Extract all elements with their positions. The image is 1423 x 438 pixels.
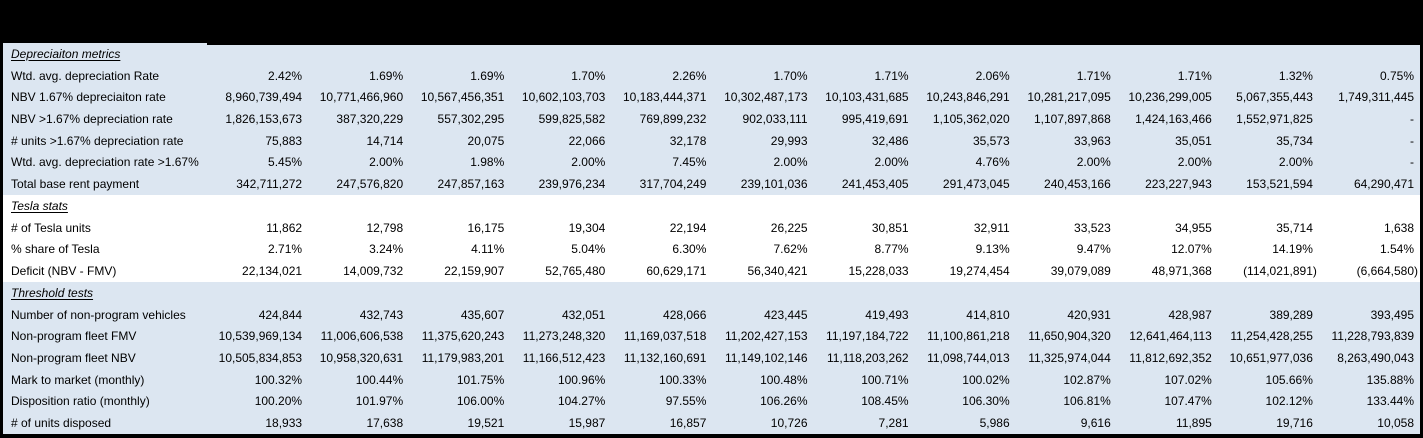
value-cell[interactable]: 12.07% <box>1117 238 1218 260</box>
value-cell[interactable]: 106.30% <box>915 391 1016 413</box>
value-cell[interactable]: 419,493 <box>814 304 915 326</box>
value-cell[interactable]: 11,166,512,423 <box>510 347 611 369</box>
value-cell[interactable]: 247,857,163 <box>409 173 510 195</box>
value-cell[interactable]: 4.11% <box>409 238 510 260</box>
row-label-cell[interactable]: Wtd. avg. depreciation rate >1.67% <box>3 152 207 174</box>
value-cell[interactable]: 1,424,163,466 <box>1117 108 1218 130</box>
value-cell[interactable]: 428,066 <box>611 304 712 326</box>
value-cell[interactable]: 8,263,490,043 <box>1319 347 1420 369</box>
value-cell[interactable]: 52,765,480 <box>510 260 611 282</box>
value-cell[interactable]: 56,340,421 <box>712 260 813 282</box>
value-cell[interactable]: 11,325,974,044 <box>1016 347 1117 369</box>
value-cell[interactable]: 26,225 <box>712 217 813 239</box>
value-cell[interactable]: 1.71% <box>1016 65 1117 87</box>
value-cell[interactable]: 1.71% <box>1117 65 1218 87</box>
table-border-frame <box>0 43 1423 438</box>
value-cell[interactable]: 247,576,820 <box>308 173 409 195</box>
value-cell[interactable]: 106.81% <box>1016 391 1117 413</box>
value-cell[interactable]: 20,075 <box>409 130 510 152</box>
value-cell[interactable]: 414,810 <box>915 304 1016 326</box>
value-cell[interactable]: 10,726 <box>712 412 813 434</box>
value-cell[interactable]: 19,304 <box>510 217 611 239</box>
value-cell[interactable]: 10,243,846,291 <box>915 86 1016 108</box>
value-cell[interactable]: 393,495 <box>1319 304 1420 326</box>
value-cell[interactable]: 8,960,739,494 <box>207 86 308 108</box>
value-cell[interactable]: 100.33% <box>611 369 712 391</box>
value-cell[interactable]: 17,638 <box>308 412 409 434</box>
value-cell[interactable]: (6,664,580) <box>1319 260 1420 282</box>
value-cell[interactable]: 100.32% <box>207 369 308 391</box>
value-cell[interactable]: 0.75% <box>1319 65 1420 87</box>
value-cell[interactable]: 135.88% <box>1319 369 1420 391</box>
row-label-cell[interactable]: % share of Tesla <box>3 238 207 260</box>
value-cell[interactable]: 11,132,160,691 <box>611 347 712 369</box>
value-cell[interactable]: 35,734 <box>1218 130 1319 152</box>
value-cell[interactable]: 1.70% <box>712 65 813 87</box>
value-cell[interactable]: 902,033,111 <box>712 108 813 130</box>
value-cell[interactable]: 22,159,907 <box>409 260 510 282</box>
value-cell[interactable]: 9.47% <box>1016 238 1117 260</box>
value-cell[interactable]: 10,281,217,095 <box>1016 86 1117 108</box>
black-header-band <box>0 0 1423 45</box>
value-cell[interactable]: 33,963 <box>1016 130 1117 152</box>
row-label-cell[interactable]: Non-program fleet FMV <box>3 325 207 347</box>
section-header[interactable]: Threshold tests <box>3 282 1420 304</box>
value-cell[interactable]: 153,521,594 <box>1218 173 1319 195</box>
value-cell[interactable]: 769,899,232 <box>611 108 712 130</box>
value-cell[interactable]: 557,302,295 <box>409 108 510 130</box>
value-cell[interactable]: 133.44% <box>1319 391 1420 413</box>
value-cell[interactable]: 10,302,487,173 <box>712 86 813 108</box>
value-cell[interactable]: 22,066 <box>510 130 611 152</box>
value-cell[interactable]: 10,602,103,703 <box>510 86 611 108</box>
value-cell[interactable]: 105.66% <box>1218 369 1319 391</box>
value-cell[interactable]: 12,641,464,113 <box>1117 325 1218 347</box>
row-label-cell[interactable]: Wtd. avg. depreciation Rate <box>3 65 207 87</box>
section-header[interactable]: Depreciaiton metrics <box>3 43 1420 65</box>
value-cell[interactable]: 16,857 <box>611 412 712 434</box>
value-cell[interactable]: 2.00% <box>308 152 409 174</box>
value-cell[interactable]: 420,931 <box>1016 304 1117 326</box>
value-cell[interactable]: 108.45% <box>814 391 915 413</box>
value-cell[interactable]: 2.00% <box>712 152 813 174</box>
row-label-cell[interactable]: Mark to market (monthly) <box>3 369 207 391</box>
value-cell[interactable]: 387,320,229 <box>308 108 409 130</box>
value-cell[interactable]: 11,812,692,352 <box>1117 347 1218 369</box>
value-cell[interactable]: 1,749,311,445 <box>1319 86 1420 108</box>
value-cell[interactable]: 1,826,153,673 <box>207 108 308 130</box>
value-cell[interactable]: 100.71% <box>814 369 915 391</box>
value-cell[interactable]: 102.87% <box>1016 369 1117 391</box>
value-cell[interactable]: 2.42% <box>207 65 308 87</box>
value-cell[interactable]: 11,006,606,538 <box>308 325 409 347</box>
value-cell[interactable]: 241,453,405 <box>814 173 915 195</box>
row-label-cell[interactable]: Number of non-program vehicles <box>3 304 207 326</box>
value-cell[interactable]: 7,281 <box>814 412 915 434</box>
row-label-cell[interactable]: # of Tesla units <box>3 217 207 239</box>
value-cell[interactable]: 5.45% <box>207 152 308 174</box>
value-cell[interactable]: 32,911 <box>915 217 1016 239</box>
value-cell[interactable]: 11,100,861,218 <box>915 325 1016 347</box>
value-cell[interactable]: 10,539,969,134 <box>207 325 308 347</box>
value-cell[interactable]: 9,616 <box>1016 412 1117 434</box>
value-cell[interactable]: 12,798 <box>308 217 409 239</box>
value-cell[interactable]: 342,711,272 <box>207 173 308 195</box>
value-cell[interactable]: 10,505,834,853 <box>207 347 308 369</box>
value-cell[interactable]: 432,051 <box>510 304 611 326</box>
row-label-cell[interactable]: NBV >1.67% depreciation rate <box>3 108 207 130</box>
value-cell[interactable]: 75,883 <box>207 130 308 152</box>
value-cell[interactable]: 11,862 <box>207 217 308 239</box>
value-cell[interactable]: 100.02% <box>915 369 1016 391</box>
row-label-cell[interactable]: Disposition ratio (monthly) <box>3 391 207 413</box>
value-cell[interactable]: 5.04% <box>510 238 611 260</box>
value-cell[interactable]: 32,178 <box>611 130 712 152</box>
value-cell[interactable]: - <box>1319 108 1420 130</box>
value-cell[interactable]: 100.44% <box>308 369 409 391</box>
value-cell[interactable]: 239,101,036 <box>712 173 813 195</box>
value-cell[interactable]: 317,704,249 <box>611 173 712 195</box>
value-cell[interactable]: 101.75% <box>409 369 510 391</box>
value-cell[interactable]: - <box>1319 152 1420 174</box>
value-cell[interactable]: 389,289 <box>1218 304 1319 326</box>
value-cell[interactable]: 100.48% <box>712 369 813 391</box>
value-cell[interactable]: 10,103,431,685 <box>814 86 915 108</box>
value-cell[interactable]: 11,202,427,153 <box>712 325 813 347</box>
row-label-cell[interactable]: Total base rent payment <box>3 173 207 195</box>
value-cell[interactable]: 29,993 <box>712 130 813 152</box>
value-cell[interactable]: 995,419,691 <box>814 108 915 130</box>
value-cell[interactable]: 1.71% <box>814 65 915 87</box>
value-cell[interactable]: 5,986 <box>915 412 1016 434</box>
value-cell[interactable]: 106.26% <box>712 391 813 413</box>
row-label-cell[interactable]: # units >1.67% depreciation rate <box>3 130 207 152</box>
value-cell[interactable]: 435,607 <box>409 304 510 326</box>
value-cell[interactable]: 239,976,234 <box>510 173 611 195</box>
value-cell[interactable]: 240,453,166 <box>1016 173 1117 195</box>
value-cell[interactable]: 9.13% <box>915 238 1016 260</box>
value-cell[interactable]: 11,149,102,146 <box>712 347 813 369</box>
value-cell[interactable]: 11,179,983,201 <box>409 347 510 369</box>
value-cell[interactable]: 39,079,089 <box>1016 260 1117 282</box>
row-label-cell[interactable]: Non-program fleet NBV <box>3 347 207 369</box>
value-cell[interactable]: 19,521 <box>409 412 510 434</box>
value-cell[interactable]: 101.97% <box>308 391 409 413</box>
value-cell[interactable]: 1.54% <box>1319 238 1420 260</box>
value-cell[interactable]: 18,933 <box>207 412 308 434</box>
value-cell[interactable]: 1,638 <box>1319 217 1420 239</box>
value-cell[interactable]: 10,958,320,631 <box>308 347 409 369</box>
value-cell[interactable]: 4.76% <box>915 152 1016 174</box>
row-label-cell[interactable]: # of units disposed <box>3 412 207 434</box>
value-cell[interactable]: 107.02% <box>1117 369 1218 391</box>
value-cell[interactable]: 11,228,793,839 <box>1319 325 1420 347</box>
value-cell[interactable]: 35,573 <box>915 130 1016 152</box>
row-label-cell[interactable]: NBV 1.67% depreciaiton rate <box>3 86 207 108</box>
value-cell[interactable]: 15,228,033 <box>814 260 915 282</box>
value-cell[interactable]: 16,175 <box>409 217 510 239</box>
value-cell[interactable]: 11,375,620,243 <box>409 325 510 347</box>
value-cell[interactable]: 423,445 <box>712 304 813 326</box>
row-label-cell[interactable]: Deficit (NBV - FMV) <box>3 260 207 282</box>
value-cell[interactable]: 22,194 <box>611 217 712 239</box>
value-cell[interactable]: 11,098,744,013 <box>915 347 1016 369</box>
value-cell[interactable]: 10,651,977,036 <box>1218 347 1319 369</box>
value-cell[interactable]: 8.77% <box>814 238 915 260</box>
value-cell[interactable]: 11,650,904,320 <box>1016 325 1117 347</box>
value-cell[interactable]: 100.96% <box>510 369 611 391</box>
value-cell[interactable]: 2.00% <box>1016 152 1117 174</box>
value-cell[interactable]: - <box>1319 130 1420 152</box>
value-cell[interactable]: 107.47% <box>1117 391 1218 413</box>
value-cell[interactable]: 599,825,582 <box>510 108 611 130</box>
value-cell[interactable]: 5,067,355,443 <box>1218 86 1319 108</box>
value-cell[interactable]: 100.20% <box>207 391 308 413</box>
value-cell[interactable]: 428,987 <box>1117 304 1218 326</box>
value-cell[interactable]: 14,009,732 <box>308 260 409 282</box>
value-cell[interactable]: 64,290,471 <box>1319 173 1420 195</box>
value-cell[interactable]: 30,851 <box>814 217 915 239</box>
value-cell[interactable]: 11,273,248,320 <box>510 325 611 347</box>
value-cell[interactable]: 1.69% <box>409 65 510 87</box>
value-cell[interactable]: 14.19% <box>1218 238 1319 260</box>
value-cell[interactable]: 102.12% <box>1218 391 1319 413</box>
value-cell[interactable]: 1,107,897,868 <box>1016 108 1117 130</box>
value-cell[interactable]: 1,552,971,825 <box>1218 108 1319 130</box>
value-cell[interactable]: 60,629,171 <box>611 260 712 282</box>
value-cell[interactable]: 424,844 <box>207 304 308 326</box>
value-cell[interactable]: 1.70% <box>510 65 611 87</box>
value-cell[interactable]: 97.55% <box>611 391 712 413</box>
black-header-step <box>207 43 1423 45</box>
value-cell[interactable]: 11,895 <box>1117 412 1218 434</box>
value-cell[interactable]: 35,714 <box>1218 217 1319 239</box>
value-cell[interactable]: 33,523 <box>1016 217 1117 239</box>
value-cell[interactable]: 10,567,456,351 <box>409 86 510 108</box>
value-cell[interactable]: 223,227,943 <box>1117 173 1218 195</box>
value-cell[interactable]: 106.00% <box>409 391 510 413</box>
value-cell[interactable]: 34,955 <box>1117 217 1218 239</box>
value-cell[interactable]: 7.62% <box>712 238 813 260</box>
value-cell[interactable]: 48,971,368 <box>1117 260 1218 282</box>
section-header[interactable]: Tesla stats <box>3 195 1420 217</box>
value-cell[interactable]: 10,236,299,005 <box>1117 86 1218 108</box>
value-cell[interactable]: 32,486 <box>814 130 915 152</box>
data-table <box>3 43 1420 434</box>
value-cell[interactable]: 14,714 <box>308 130 409 152</box>
value-cell[interactable]: (114,021,891) <box>1218 260 1319 282</box>
value-cell[interactable]: 15,987 <box>510 412 611 434</box>
value-cell[interactable]: 10,771,466,960 <box>308 86 409 108</box>
value-cell[interactable]: 2.00% <box>1218 152 1319 174</box>
value-cell[interactable]: 2.71% <box>207 238 308 260</box>
value-cell[interactable]: 2.26% <box>611 65 712 87</box>
value-cell[interactable]: 11,169,037,518 <box>611 325 712 347</box>
value-cell[interactable]: 11,254,428,255 <box>1218 325 1319 347</box>
value-cell[interactable]: 19,274,454 <box>915 260 1016 282</box>
value-cell[interactable]: 291,473,045 <box>915 173 1016 195</box>
value-cell[interactable]: 22,134,021 <box>207 260 308 282</box>
value-cell[interactable]: 104.27% <box>510 391 611 413</box>
value-cell[interactable]: 19,716 <box>1218 412 1319 434</box>
value-cell[interactable]: 35,051 <box>1117 130 1218 152</box>
value-cell[interactable]: 7.45% <box>611 152 712 174</box>
value-cell[interactable]: 6.30% <box>611 238 712 260</box>
value-cell[interactable]: 1,105,362,020 <box>915 108 1016 130</box>
value-cell[interactable]: 2.06% <box>915 65 1016 87</box>
value-cell[interactable]: 10,183,444,371 <box>611 86 712 108</box>
value-cell[interactable]: 11,118,203,262 <box>814 347 915 369</box>
value-cell[interactable]: 432,743 <box>308 304 409 326</box>
value-cell[interactable]: 1.98% <box>409 152 510 174</box>
value-cell[interactable]: 1.32% <box>1218 65 1319 87</box>
value-cell[interactable]: 2.00% <box>814 152 915 174</box>
value-cell[interactable]: 3.24% <box>308 238 409 260</box>
value-cell[interactable]: 1.69% <box>308 65 409 87</box>
value-cell[interactable]: 2.00% <box>1117 152 1218 174</box>
value-cell[interactable]: 2.00% <box>510 152 611 174</box>
value-cell[interactable]: 11,197,184,722 <box>814 325 915 347</box>
value-cell[interactable]: 10,058 <box>1319 412 1420 434</box>
